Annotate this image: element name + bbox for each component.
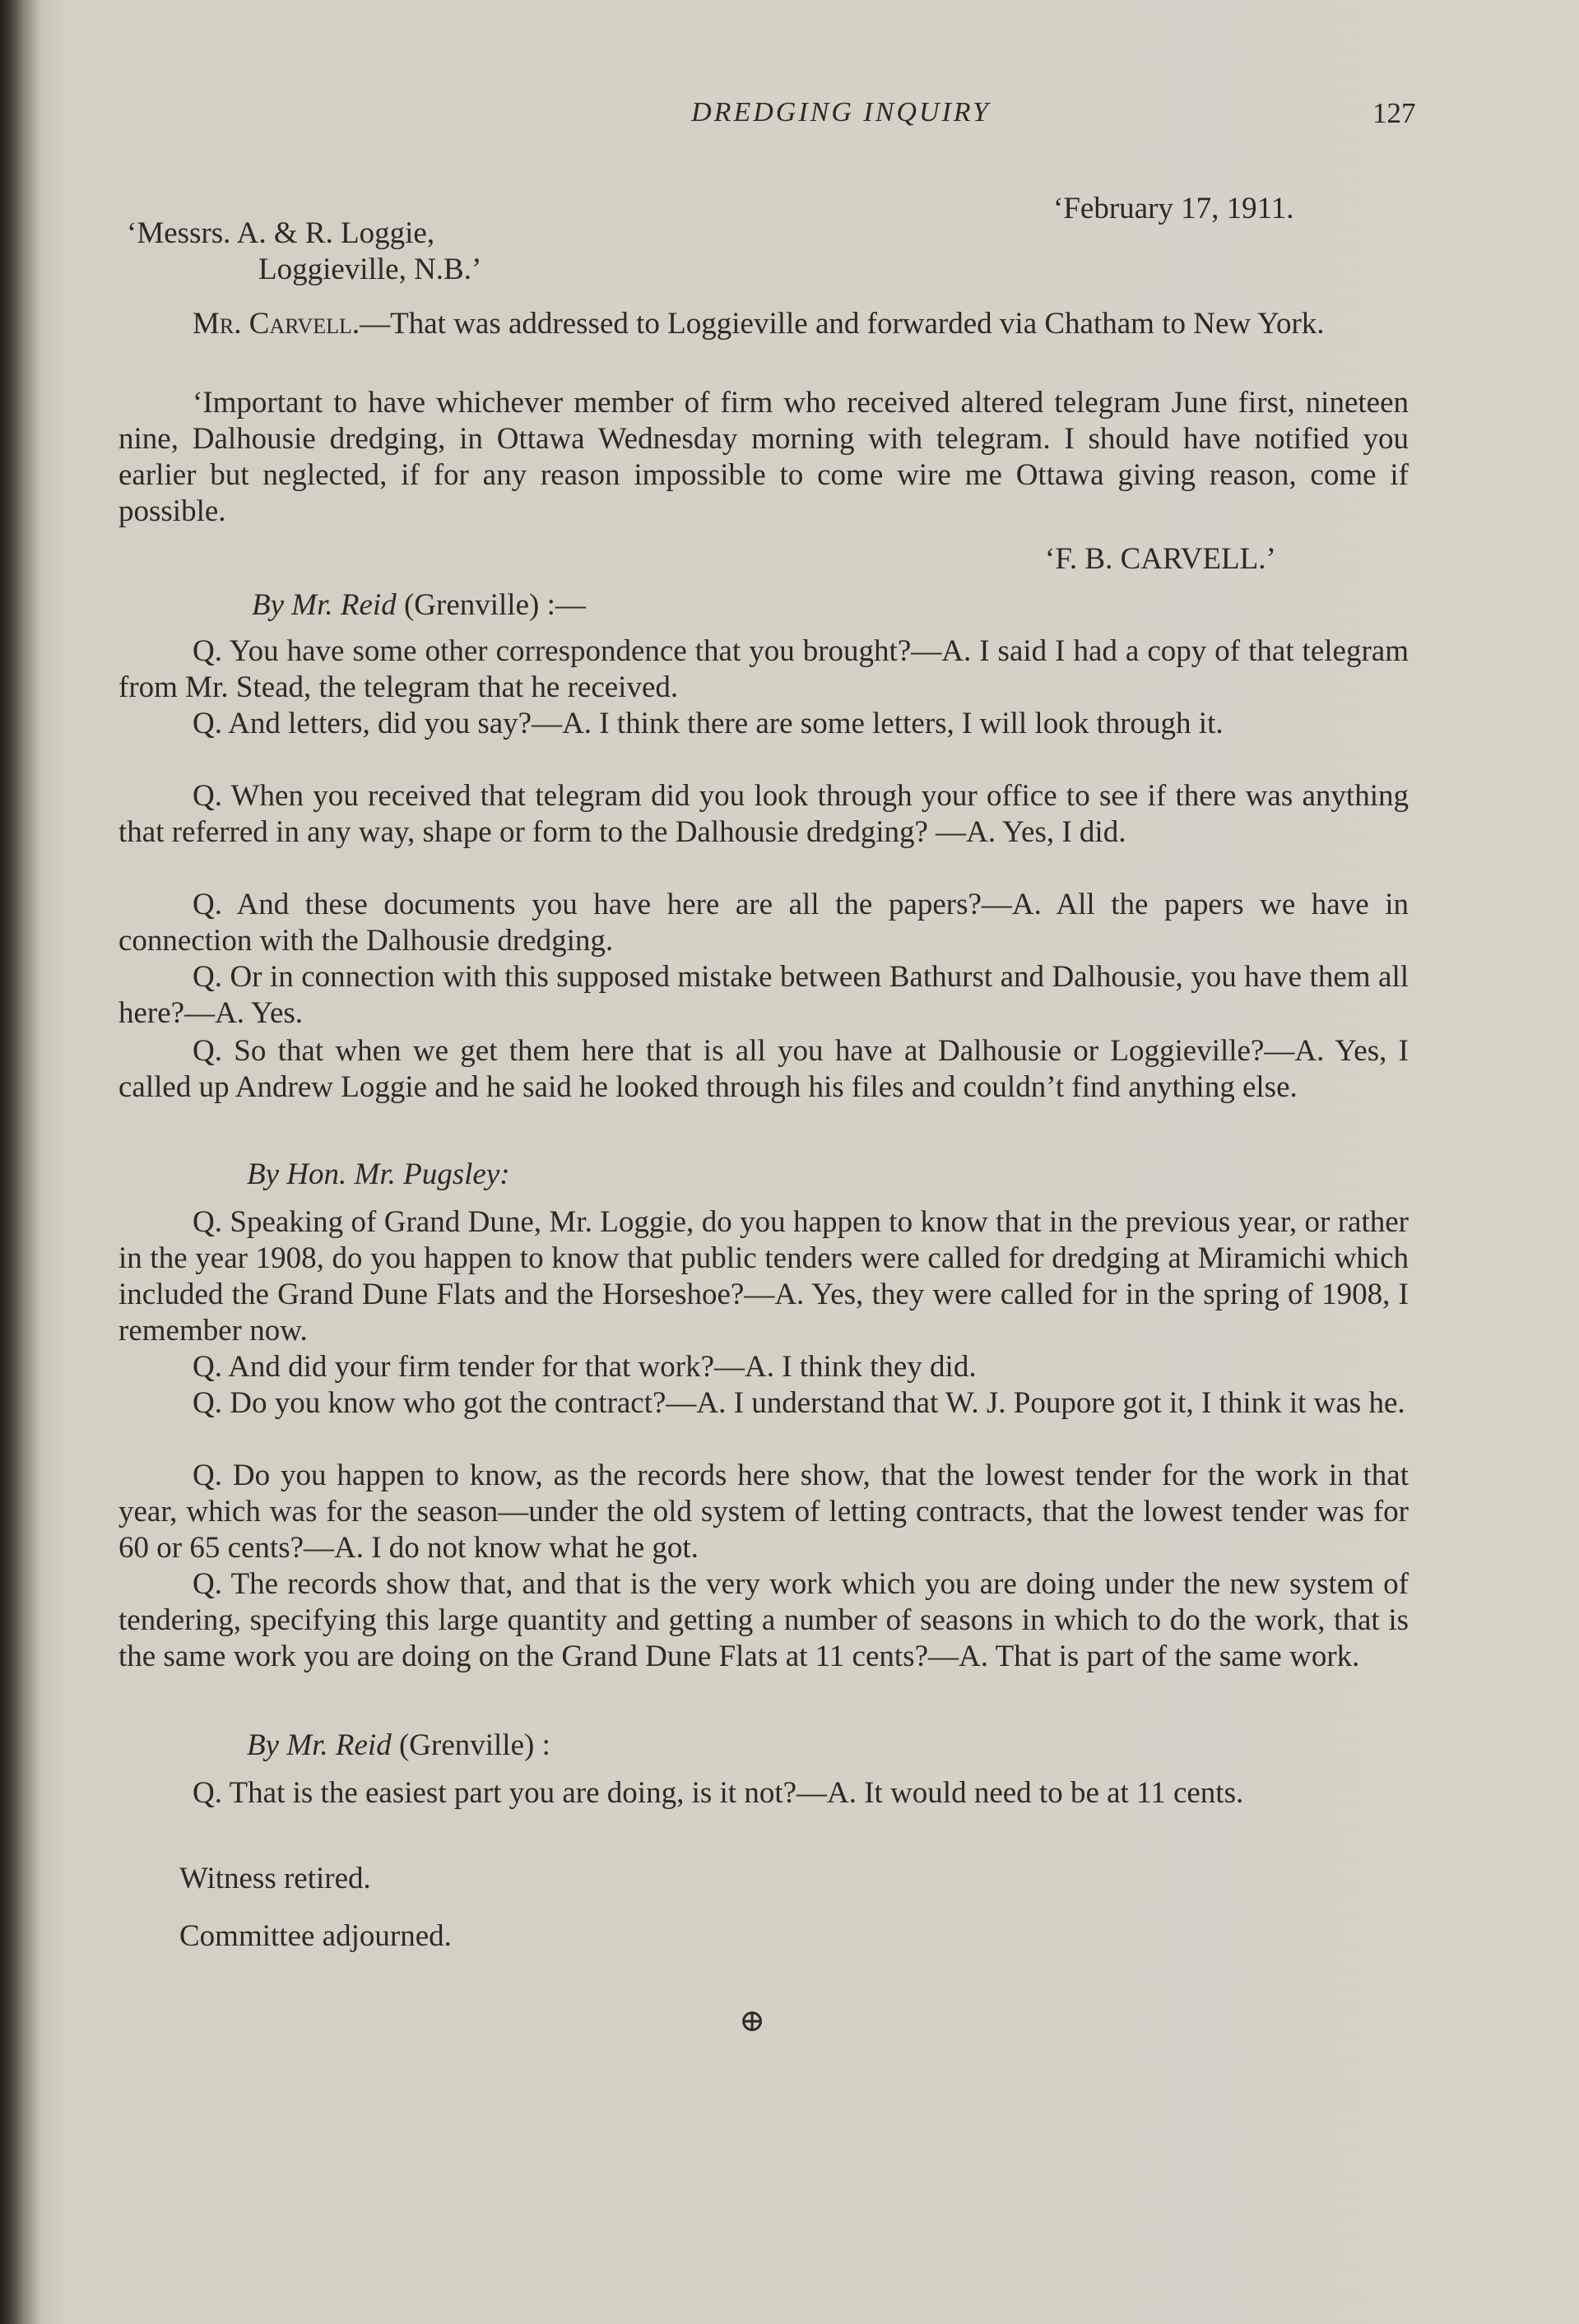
running-title: DREDGING INQUIRY xyxy=(691,97,991,128)
qa-paragraph: Q. The records show that, and that is the very work which you are doing under the new system of tendering, specifying this large quantity and getting a number of seasons in which to do the work, that is the same work you are doing on the Grand Dune Flats at 11 cents?—A. That is part of the same work. xyxy=(118,1567,1409,1673)
section-heading-reid-2: By Mr. Reid (Grenville) : xyxy=(247,1728,550,1762)
speaker-name: Mr. Carvell. xyxy=(193,307,360,341)
page-gutter-shadow xyxy=(0,0,38,2324)
qa-paragraph: Q. So that when we get them here that is all you have at Dalhousie or Loggieville?—A. Yes, I called up Andrew Loggie and he said he looked through his files and couldn’t find anything else. xyxy=(118,1034,1409,1104)
carvell-remark-text: —That was addressed to Loggieville and forwarded via Chatham to New York. xyxy=(360,307,1325,341)
qa-paragraph: Q. And did your firm tender for that work?—A. I think they did. xyxy=(193,1350,977,1384)
telegram-text: ‘Important to have whichever member of firm who received altered telegram June first, nineteen nine, Dalhousie dredging, in Ottawa Wednesday morning with telegram. I should have notified you earlier but neglected, if for any reason impossible to come wire me Ottawa giving reason, come if possible. xyxy=(118,386,1409,528)
qa-paragraph: Q. Do you know who got the contract?—A. I understand that W. J. Poupore got it, I think it was he. xyxy=(193,1386,1405,1420)
committee-adjourned: Committee adjourned. xyxy=(179,1919,452,1953)
section-heading-pugsley: By Hon. Mr. Pugsley: xyxy=(247,1157,510,1191)
letter-addressee-line2: Loggieville, N.B.’ xyxy=(258,253,482,286)
qa-paragraph: Q. You have some other correspondence that you brought?—A. I said I had a copy of that telegram from Mr. Stead, the telegram that he received. xyxy=(118,634,1409,704)
telegram-signature: ‘F. B. CARVELL.’ xyxy=(1045,542,1276,576)
qa-paragraph: Q. Or in connection with this supposed mistake between Bathurst and Dalhousie, you have them all here?—A. Yes. xyxy=(118,960,1409,1030)
witness-retired: Witness retired. xyxy=(179,1862,371,1895)
letter-date: ‘February 17, 1911. xyxy=(1053,192,1294,225)
end-ornament: ⊕ xyxy=(739,2004,765,2039)
qa-paragraph: Q. And letters, did you say?—A. I think there are some letters, I will look through it. xyxy=(193,707,1224,740)
qa-paragraph: Q. That is the easiest part you are doing, is it not?—A. It would need to be at 11 cents. xyxy=(193,1776,1244,1810)
qa-paragraph: Q. Do you happen to know, as the records here show, that the lowest tender for the work in that year, which was for the season—under the old system of letting contracts, that the lowest tender was for 60 or 65 cents?—A. I do not know what he got. xyxy=(118,1459,1409,1565)
qa-paragraph: Q. And these documents you have here are all the papers?—A. All the papers we have in connection with the Dalhousie dredging. xyxy=(118,888,1409,958)
page-number: 127 xyxy=(1372,97,1416,129)
carvell-remark xyxy=(118,306,1409,342)
section-heading-reid: By Mr. Reid (Grenville) :— xyxy=(252,588,586,622)
qa-paragraph: Q. Speaking of Grand Dune, Mr. Loggie, do you happen to know that in the previous year, or rather in the year 1908, do you happen to know that public tenders were called for dredging at Miramichi which included the Grand Dune Flats and the Horseshoe?—A. Yes, they were called for in the spring of 1908, I remember now. xyxy=(118,1205,1409,1348)
letter-addressee-line1: ‘Messrs. A. & R. Loggie, xyxy=(127,216,435,250)
qa-paragraph: Q. When you received that telegram did you look through your office to see if there was anything that referred in any way, shape or form to the Dalhousie dredging? —A. Yes, I did. xyxy=(118,779,1409,849)
